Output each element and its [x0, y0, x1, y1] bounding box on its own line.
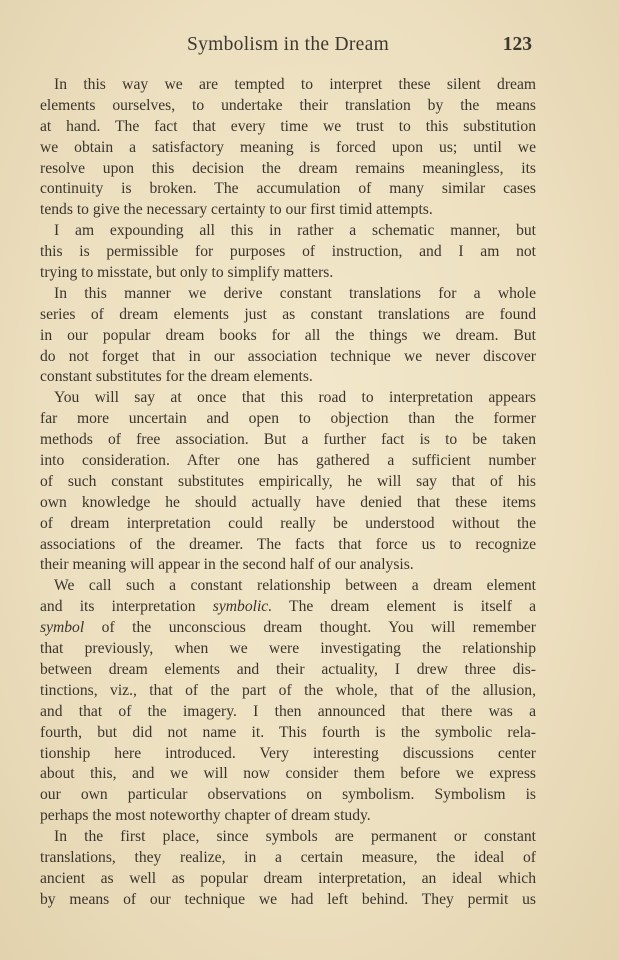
text-line: of such constant substitutes empirically, he will say that of his: [40, 472, 536, 490]
text-line: ancient as well as popular dream interpretation, an ideal which: [40, 869, 536, 887]
page-number: 123: [502, 34, 532, 55]
text-line: of dream interpretation could really be understood without the: [40, 514, 536, 532]
text-span: The dream element is itself a: [272, 598, 536, 616]
text-line: constant substitutes for the dream elements.: [40, 368, 313, 386]
text-line: and that of the imagery. I then announced that there was a: [40, 702, 536, 720]
text-line: elements ourselves, to undertake their translation by the means: [40, 96, 536, 114]
text-line: methods of free association. But a further fact is to be taken: [40, 431, 536, 449]
text-line: associations of the dreamer. The facts that force us to recognize: [40, 535, 536, 553]
text-line: We call such a constant relationship between a dream element: [54, 577, 536, 595]
text-line: series of dream elements just as constant translations are found: [40, 305, 536, 323]
text-line: into consideration. After one has gathered a sufficient number: [40, 452, 536, 470]
text-line: we obtain a satisfactory meaning is forced upon us; until we: [40, 138, 536, 156]
text-line: In this way we are tempted to interpret these silent dream: [54, 76, 536, 93]
text-line: this is permissible for purposes of instruction, and I am not: [40, 243, 536, 261]
text-line: their meaning will appear in the second half of our analysis.: [40, 556, 414, 574]
text-line: tends to give the necessary certainty to our first timid attempts.: [40, 201, 433, 219]
text-line: [40, 597, 536, 618]
text-line: [40, 618, 536, 639]
text-span: of the unconscious dream thought. You will remember: [84, 619, 536, 637]
text-line: In the first place, since symbols are permanent or constant: [54, 828, 536, 846]
text-line: between dream elements and their actuality, I drew three dis-: [40, 660, 536, 678]
text-line: our own particular observations on symbolism. Symbolism is: [40, 786, 536, 804]
text-line: at hand. The fact that every time we trust to this substitution: [40, 117, 536, 135]
text-line: translations, they realize, in a certain measure, the ideal of: [40, 848, 536, 866]
text-line: tionship here introduced. Very interesting discussions center: [40, 744, 536, 762]
italic-term: symbol: [40, 619, 85, 637]
running-head: [40, 34, 536, 60]
text-line: far more uncertain and open to objection than the former: [40, 410, 536, 428]
text-line: In this manner we derive constant translations for a whole: [54, 284, 536, 302]
text-line: in our popular dream books for all the things we dream. But: [40, 326, 536, 344]
text-line: by means of our technique we had left behind. They permit us: [40, 890, 536, 908]
text-span: and its interpretation: [40, 598, 213, 616]
text-line: tinctions, viz., that of the part of the whole, that of the allusion,: [40, 681, 536, 699]
text-line: perhaps the most noteworthy chapter of dream study.: [40, 807, 371, 825]
text-line: own knowledge he should actually have denied that these items: [40, 493, 536, 511]
text-line: about this, and we will now consider them before we express: [40, 765, 536, 783]
text-line: I am expounding all this in rather a schematic manner, but: [54, 222, 536, 240]
text-line: continuity is broken. The accumulation of many similar cases: [40, 180, 536, 198]
text-line: that previously, when we were investigating the relationship: [40, 640, 536, 658]
text-line: trying to misstate, but only to simplify matters.: [40, 264, 334, 282]
text-line: You will say at once that this road to interpretation appears: [54, 389, 536, 407]
running-title: Symbolism in the Dream: [186, 34, 390, 55]
text-line: do not forget that in our association technique we never discover: [40, 347, 536, 365]
italic-term: symbolic.: [212, 598, 273, 616]
body-text: [40, 75, 536, 911]
text-line: resolve upon this decision the dream remains meaningless, its: [40, 159, 536, 177]
text-line: fourth, but did not name it. This fourth is the symbolic rela-: [40, 723, 536, 741]
